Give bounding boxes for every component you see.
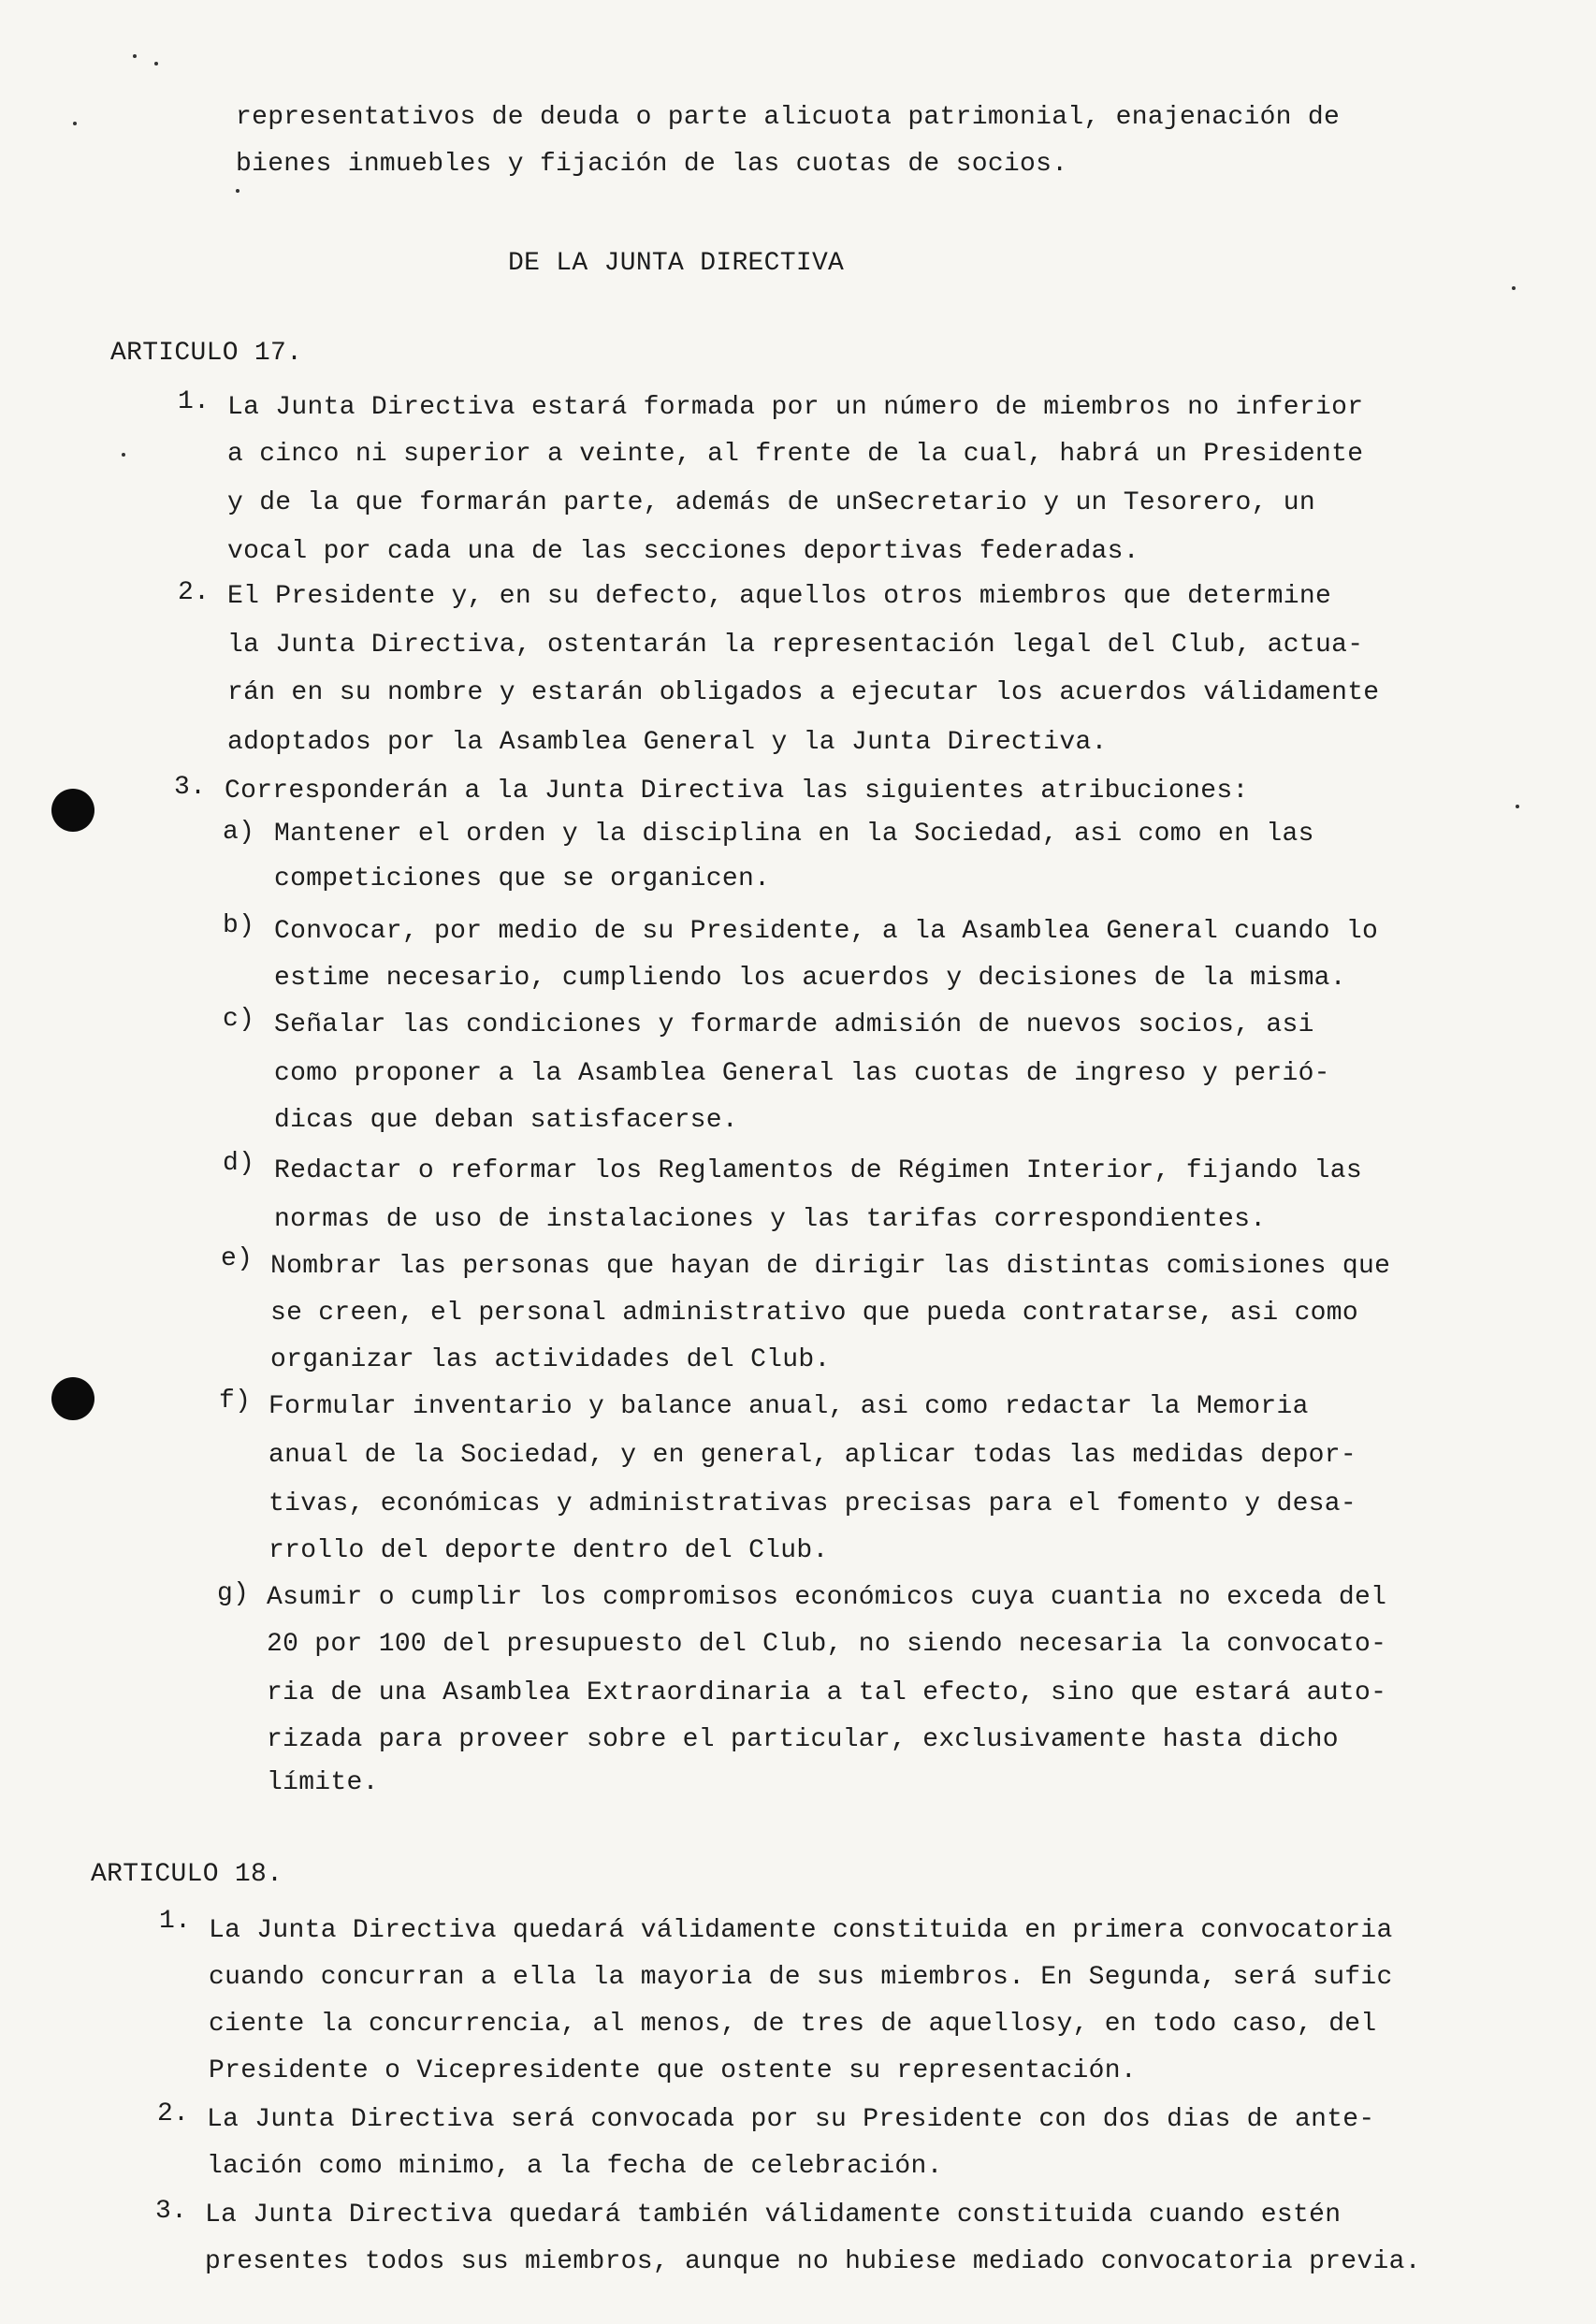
paragraph-line: Presidente o Vicepresidente que ostente su representación. — [209, 2056, 1137, 2085]
speck — [73, 122, 77, 125]
paragraph-line: y de la que formarán parte, además de unSecretario y un Tesorero, un — [227, 488, 1315, 517]
item-line: competiciones que se organicen. — [274, 864, 771, 893]
item-label: c) — [223, 1005, 255, 1034]
item-line: normas de uso de instalaciones y las tarifas correspondientes. — [274, 1205, 1267, 1234]
item-line: organizar las actividades del Club. — [270, 1345, 831, 1374]
paragraph-line: rán en su nombre y estarán obligados a ejecutar los acuerdos válidamente — [227, 678, 1380, 707]
paragraph-number: 3. — [174, 773, 207, 802]
paragraph-line: ciente la concurrencia, al menos, de tres de aquellosy, en todo caso, del — [209, 2010, 1377, 2039]
intro-line: bienes inmuebles y fijación de las cuotas de socios. — [236, 150, 1068, 179]
paragraph-line: Corresponderán a la Junta Directiva las siguientes atribuciones: — [225, 777, 1249, 806]
paragraph-line: La Junta Directiva será convocada por su Presidente con dos dias de ante- — [207, 2105, 1375, 2134]
speck — [1516, 805, 1519, 808]
paragraph-line: adoptados por la Asamblea General y la Junta Directiva. — [227, 728, 1108, 757]
item-line: anual de la Sociedad, y en general, aplicar todas las medidas depor- — [268, 1441, 1357, 1470]
speck — [122, 453, 125, 457]
item-line: límite. — [267, 1768, 379, 1797]
item-line: Redactar o reformar los Reglamentos de Régimen Interior, fijando las — [274, 1156, 1362, 1185]
speck — [1512, 286, 1516, 290]
item-label: d) — [223, 1149, 255, 1178]
speck — [133, 54, 137, 58]
item-line: dicas que deban satisfacerse. — [274, 1106, 738, 1135]
paragraph-line: vocal por cada una de las secciones deportivas federadas. — [227, 537, 1139, 566]
paragraph-line: La Junta Directiva estará formada por un número de miembros no inferior — [227, 393, 1364, 422]
punch-hole-bottom — [51, 1377, 94, 1420]
item-line: Mantener el orden y la disciplina en la Sociedad, asi como en las — [274, 820, 1314, 849]
item-line: rizada para proveer sobre el particular, exclusivamente hasta dicho — [267, 1725, 1339, 1754]
item-label: b) — [223, 911, 255, 940]
paragraph-line: La Junta Directiva quedará válidamente constituida en primera convocatoria — [209, 1916, 1393, 1945]
item-line: como proponer a la Asamblea General las cuotas de ingreso y perió- — [274, 1059, 1330, 1088]
paragraph-number: 2. — [178, 578, 210, 607]
article-heading: ARTICULO 17. — [110, 339, 303, 368]
paragraph-line: La Junta Directiva quedará también válidamente constituida cuando estén — [205, 2201, 1342, 2230]
item-label: f) — [219, 1387, 252, 1416]
paragraph-number: 1. — [178, 387, 210, 416]
item-line: 20 por 100 del presupuesto del Club, no siendo necesaria la convocato- — [267, 1630, 1387, 1659]
paragraph-number: 1. — [159, 1907, 192, 1936]
item-line: se creen, el personal administrativo que pueda contratarse, asi como — [270, 1299, 1358, 1328]
paragraph-line: la Junta Directiva, ostentarán la representación legal del Club, actua- — [227, 631, 1364, 660]
article-heading: ARTICULO 18. — [91, 1860, 283, 1889]
paragraph-line: presentes todos sus miembros, aunque no hubiese mediado convocatoria previa. — [205, 2247, 1421, 2276]
item-label: a) — [223, 818, 255, 847]
paragraph-number: 3. — [155, 2197, 188, 2226]
intro-line: representativos de deuda o parte alicuota patrimonial, enajenación de — [236, 103, 1341, 132]
item-line: Formular inventario y balance anual, asi como redactar la Memoria — [268, 1392, 1309, 1421]
section-title: DE LA JUNTA DIRECTIVA — [508, 249, 845, 278]
item-line: rrollo del deporte dentro del Club. — [268, 1536, 829, 1565]
paragraph-line: cuando concurran a ella la mayoria de sus miembros. En Segunda, será sufic — [209, 1963, 1393, 1992]
speck — [154, 62, 158, 65]
item-label: g) — [217, 1579, 250, 1608]
speck — [236, 189, 239, 193]
paragraph-line: El Presidente y, en su defecto, aquellos otros miembros que determine — [227, 582, 1332, 611]
item-line: Asumir o cumplir los compromisos económicos cuya cuantia no exceda del — [267, 1583, 1387, 1612]
punch-hole-top — [51, 789, 94, 832]
item-line: ria de una Asamblea Extraordinaria a tal efecto, sino que estará auto- — [267, 1678, 1387, 1707]
item-label: e) — [221, 1244, 254, 1273]
paragraph-number: 2. — [157, 2099, 190, 2128]
item-line: estime necesario, cumpliendo los acuerdos y decisiones de la misma. — [274, 964, 1346, 993]
paragraph-line: a cinco ni superior a veinte, al frente de la cual, habrá un Presidente — [227, 440, 1364, 469]
item-line: Señalar las condiciones y formarde admisión de nuevos socios, asi — [274, 1010, 1314, 1039]
item-line: tivas, económicas y administrativas precisas para el fomento y desa- — [268, 1489, 1357, 1518]
item-line: Convocar, por medio de su Presidente, a la Asamblea General cuando lo — [274, 917, 1379, 946]
item-line: Nombrar las personas que hayan de dirigir las distintas comisiones que — [270, 1252, 1391, 1281]
paragraph-line: lación como minimo, a la fecha de celebración. — [207, 2152, 943, 2181]
